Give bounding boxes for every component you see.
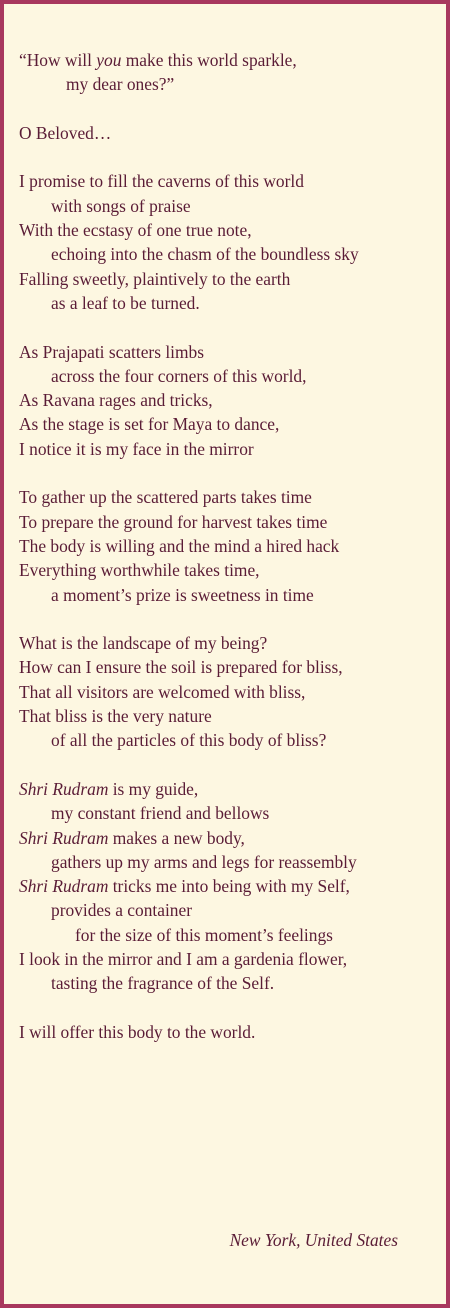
rudram-name: Shri Rudram xyxy=(19,778,109,799)
poem-line: gathers up my arms and legs for reassembly xyxy=(51,851,357,872)
poem-line-text: makes a new body, xyxy=(108,827,245,848)
poem-line: of all the particles of this body of bliss? xyxy=(51,730,327,751)
poem-line: As Ravana rages and tricks, xyxy=(19,390,213,411)
opening-emphasis: you xyxy=(96,50,122,70)
poem-line: That all visitors are welcomed with bliss, xyxy=(19,681,306,702)
poem-line xyxy=(19,874,439,898)
opening-text: “How will xyxy=(19,50,97,70)
poem-line: Everything worthwhile takes time, xyxy=(19,560,260,581)
poem-line: As Prajapati scatters limbs xyxy=(19,341,204,362)
poem-line: Falling sweetly, plaintively to the earth xyxy=(19,268,291,289)
poem-line: That bliss is the very nature xyxy=(19,706,212,727)
poem-line: across the four corners of this world, xyxy=(51,365,307,386)
location-signature: New York, United States xyxy=(229,1230,398,1250)
poem-line: a moment’s prize is sweetness in time xyxy=(51,584,314,605)
poem-line: The body is willing and the mind a hired hack xyxy=(19,535,340,556)
poem-line-text: tricks me into being with my Self, xyxy=(108,876,350,897)
rudram-name: Shri Rudram xyxy=(19,876,109,897)
poem-line: As the stage is set for Maya to dance, xyxy=(19,414,280,435)
poem-line: How can I ensure the soil is prepared for bliss, xyxy=(19,657,343,678)
poem-line: I promise to fill the caverns of this world xyxy=(19,171,304,192)
opening-text-end: make this world sparkle, xyxy=(121,50,297,70)
poem-line: provides a container xyxy=(51,900,193,921)
poem-line: I look in the mirror and I am a gardenia flower, xyxy=(19,948,348,969)
poem xyxy=(19,48,439,1044)
poem-opening-line xyxy=(19,48,439,72)
poem-line: To gather up the scattered parts takes time xyxy=(19,487,312,508)
rudram-name: Shri Rudram xyxy=(19,827,109,848)
poem-line: What is the landscape of my being? xyxy=(19,633,268,654)
poem-line: With the ecstasy of one true note, xyxy=(19,220,252,241)
poem-line: I notice it is my face in the mirror xyxy=(19,438,254,459)
poem-line: with songs of praise xyxy=(51,195,191,216)
poem-line xyxy=(19,777,439,801)
closing-line: I will offer this body to the world. xyxy=(19,1021,256,1042)
poem-line: as a leaf to be turned. xyxy=(51,292,200,313)
salutation: O Beloved… xyxy=(19,122,112,143)
poem-line: tasting the fragrance of the Self. xyxy=(51,973,275,994)
poem-line: my dear ones?” xyxy=(66,74,175,95)
poem-line xyxy=(19,826,439,850)
poem-line: my constant friend and bellows xyxy=(51,803,270,824)
poem-line: To prepare the ground for harvest takes time xyxy=(19,511,328,532)
poem-line: echoing into the chasm of the boundless sky xyxy=(51,244,359,265)
page-frame xyxy=(4,4,446,1304)
poem-line-text: is my guide, xyxy=(108,778,199,799)
poem-line: for the size of this moment’s feelings xyxy=(75,924,333,945)
